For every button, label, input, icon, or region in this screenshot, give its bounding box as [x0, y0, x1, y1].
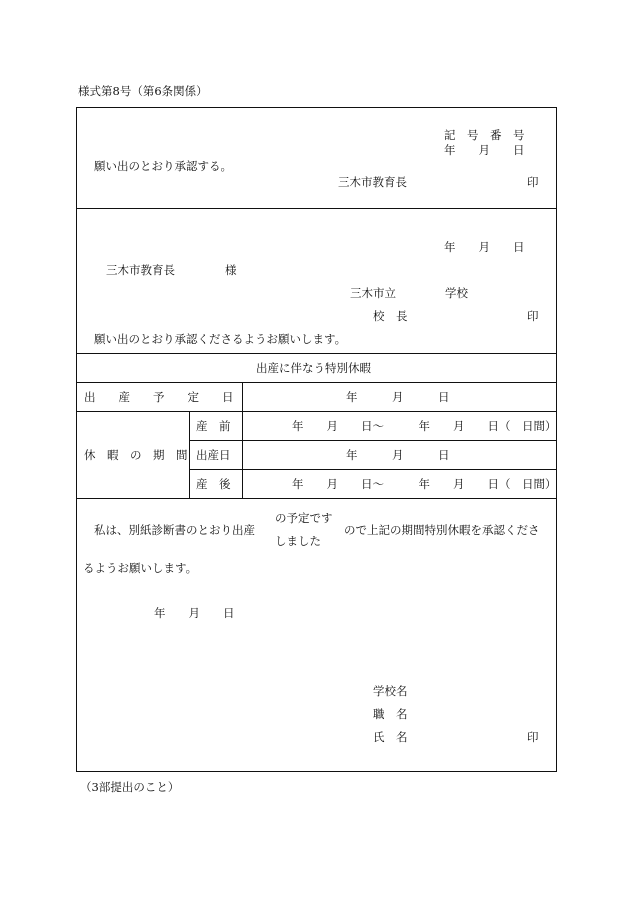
- birth-day-value: 年 月 日: [346, 448, 450, 462]
- form-number: 様式第8号（第6条関係）: [78, 84, 208, 98]
- footer-note: （3部提出のこと）: [80, 780, 180, 794]
- request-date: 年 月 日: [444, 240, 525, 254]
- divider-request: [76, 353, 557, 354]
- applicant-text-after: ので上記の期間特別休暇を承認くださ: [344, 523, 540, 537]
- approver-title: 三木市教育長: [338, 175, 407, 189]
- addressee-honorific: 様: [225, 263, 237, 277]
- divider-period: [76, 498, 557, 499]
- name-label: 氏 名: [373, 730, 408, 744]
- school-name-label: 学校名: [373, 684, 408, 698]
- column-divider-subrows: [189, 411, 190, 498]
- period-label: 休 暇 の 期 間: [84, 448, 188, 462]
- record-number-label: 記 号 番 号: [444, 128, 525, 142]
- option-lower: しました: [275, 534, 321, 548]
- divider-birth-day: [189, 469, 557, 470]
- postnatal-value: 年 月 日～ 年 月 日（ 日間）: [292, 477, 557, 491]
- divider-due-date: [76, 411, 557, 412]
- due-date-label: 出 産 予 定 日: [84, 390, 234, 404]
- school-suffix: 学校: [445, 286, 468, 300]
- principal-label: 校 長: [373, 309, 408, 323]
- prenatal-value: 年 月 日～ 年 月 日（ 日間）: [292, 419, 557, 433]
- applicant-date: 年 月 日: [154, 606, 235, 620]
- due-date-value: 年 月 日: [346, 390, 450, 404]
- position-label: 職 名: [373, 707, 408, 721]
- approver-seal: 印: [527, 175, 539, 189]
- birth-day-label: 出産日: [196, 448, 231, 462]
- approval-date: 年 月 日: [444, 143, 525, 157]
- applicant-text-before: 私は、別紙診断書のとおり出産: [94, 523, 255, 537]
- leave-title: 出産に伴なう特別休暇: [256, 361, 371, 375]
- school-prefix: 三木市立: [350, 286, 396, 300]
- principal-seal: 印: [527, 309, 539, 323]
- divider-approval: [76, 208, 557, 209]
- postnatal-label: 産 後: [196, 477, 231, 491]
- divider-title: [76, 382, 557, 383]
- prenatal-label: 産 前: [196, 419, 231, 433]
- approval-text: 願い出のとおり承認する。: [94, 159, 232, 173]
- request-text: 願い出のとおり承認くださるようお願いします。: [94, 332, 347, 346]
- column-divider-values: [242, 382, 243, 498]
- applicant-text-line2: るようお願いします。: [83, 561, 198, 575]
- option-upper: の予定です: [275, 511, 333, 525]
- addressee: 三木市教育長: [106, 263, 175, 277]
- divider-prenatal: [189, 440, 557, 441]
- applicant-seal: 印: [527, 730, 539, 744]
